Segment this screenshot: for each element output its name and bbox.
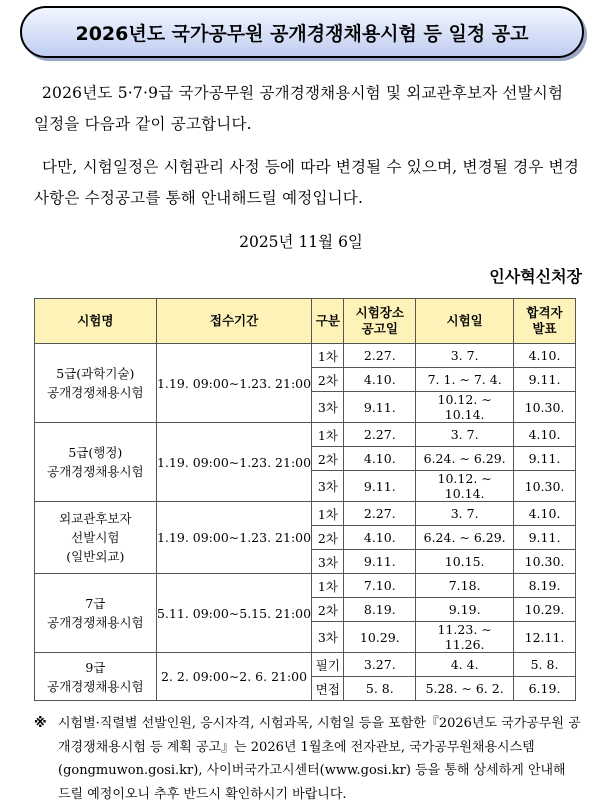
result-date-cell: 12.11. [514, 622, 576, 653]
exam-date-cell: 4. 4. [416, 653, 514, 677]
venue-date-cell: 2.27. [344, 344, 416, 368]
exam-date-cell: 10.12. ∼ 10.14. [416, 471, 514, 502]
header-venue-date: 시험장소 공고일 [344, 299, 416, 344]
footnote [34, 712, 582, 806]
result-date-cell: 4.10. [514, 502, 576, 526]
venue-date-cell: 5. 8. [344, 677, 416, 701]
result-date-cell: 10.30. [514, 471, 576, 502]
stage-cell: 면접 [312, 677, 344, 701]
table-row [35, 574, 576, 598]
exam-date-cell: 5.28. ∼ 6. 2. [416, 677, 514, 701]
application-period-cell: 1.19. 09:00∼1.23. 21:00 [156, 502, 312, 574]
header-stage: 구분 [312, 299, 344, 344]
stage-cell: 2차 [312, 447, 344, 471]
stage-cell: 3차 [312, 392, 344, 423]
header-exam-date: 시험일 [416, 299, 514, 344]
stage-cell: 3차 [312, 471, 344, 502]
stage-cell: 2차 [312, 526, 344, 550]
stage-cell: 2차 [312, 368, 344, 392]
result-date-cell: 9.11. [514, 526, 576, 550]
table-header-row [35, 299, 576, 344]
stage-cell: 1차 [312, 502, 344, 526]
result-date-cell: 9.11. [514, 447, 576, 471]
application-period-cell: 1.19. 09:00∼1.23. 21:00 [156, 344, 312, 423]
result-date-cell: 10.30. [514, 392, 576, 423]
application-period-cell: 1.19. 09:00∼1.23. 21:00 [156, 423, 312, 502]
table-row [35, 653, 576, 677]
venue-date-cell: 7.10. [344, 574, 416, 598]
result-date-cell: 4.10. [514, 344, 576, 368]
venue-date-cell: 4.10. [344, 368, 416, 392]
exam-name-cell: 9급 공개경쟁채용시험 [35, 653, 157, 701]
exam-name-cell: 외교관후보자 선발시험 (일반외교) [35, 502, 157, 574]
application-period-cell: 5.11. 09:00∼5.15. 21:00 [156, 574, 312, 653]
venue-date-cell: 10.29. [344, 622, 416, 653]
exam-date-cell: 7. 1. ∼ 7. 4. [416, 368, 514, 392]
result-date-cell: 9.11. [514, 368, 576, 392]
header-result-date: 합격자 발표 [514, 299, 576, 344]
announcement-date: 2025년 11월 6일 [239, 233, 363, 251]
exam-date-cell: 9.19. [416, 598, 514, 622]
result-date-cell: 4.10. [514, 423, 576, 447]
table-row [35, 423, 576, 447]
schedule-table [34, 298, 576, 701]
note-text: 시험별·직렬별 선발인원, 응시자격, 시험과목, 시험일 등을 포함한『2026년도 국가공무원 공개경쟁채용시험 등 계획 공고』는 2026년 1월초에 전자관보, 국가공무원채용시스템(gongmuwon.gosi.kr), 사이버국가고시센터(www.gosi.kr) 등을 통해 상세하게 안내해 드릴 예정이오니 추후 반드시 확인하시기 바랍니다. [58, 716, 581, 802]
stage-cell: 필기 [312, 653, 344, 677]
exam-date-cell: 3. 7. [416, 344, 514, 368]
stage-cell: 2차 [312, 598, 344, 622]
table-row [35, 502, 576, 526]
venue-date-cell: 9.11. [344, 392, 416, 423]
result-date-cell: 5. 8. [514, 653, 576, 677]
venue-date-cell: 9.11. [344, 550, 416, 574]
stage-cell: 3차 [312, 550, 344, 574]
stage-cell: 1차 [312, 574, 344, 598]
exam-name-cell: 5급(행정) 공개경쟁채용시험 [35, 423, 157, 502]
stage-cell: 3차 [312, 622, 344, 653]
result-date-cell: 6.19. [514, 677, 576, 701]
intro-paragraph: 2026년도 5·7·9급 국가공무원 공개경쟁채용시험 및 외교관후보자 선발시험 일정을 다음과 같이 공고합니다. [34, 84, 564, 133]
result-date-cell: 10.29. [514, 598, 576, 622]
exam-date-cell: 6.24. ∼ 6.29. [416, 526, 514, 550]
exam-date-cell: 7.18. [416, 574, 514, 598]
result-date-cell: 8.19. [514, 574, 576, 598]
exam-name-cell: 7급 공개경쟁채용시험 [35, 574, 157, 653]
table-row [35, 344, 576, 368]
venue-date-cell: 4.10. [344, 447, 416, 471]
venue-date-cell: 2.27. [344, 423, 416, 447]
note-mark: ※ [34, 716, 47, 731]
exam-date-cell: 11.23. ∼ 11.26. [416, 622, 514, 653]
page-title: 2026년도 국가공무원 공개경쟁채용시험 등 일정 공고 [75, 22, 529, 45]
schedule-body [35, 344, 576, 701]
exam-date-cell: 3. 7. [416, 502, 514, 526]
venue-date-cell: 3.27. [344, 653, 416, 677]
exam-date-cell: 10.12. ∼ 10.14. [416, 392, 514, 423]
notice-paragraph: 다만, 시험일정은 시험관리 사정 등에 따라 변경될 수 있으며, 변경될 경우 변경사항은 수정공고를 통해 안내해드릴 예정입니다. [34, 158, 580, 207]
venue-date-cell: 2.27. [344, 502, 416, 526]
exam-date-cell: 6.24. ∼ 6.29. [416, 447, 514, 471]
result-date-cell: 10.30. [514, 550, 576, 574]
exam-date-cell: 3. 7. [416, 423, 514, 447]
stage-cell: 1차 [312, 344, 344, 368]
venue-date-cell: 8.19. [344, 598, 416, 622]
header-period: 접수기간 [156, 299, 312, 344]
header-exam: 시험명 [35, 299, 157, 344]
issuing-organization: 인사혁신처장 [489, 267, 582, 286]
venue-date-cell: 9.11. [344, 471, 416, 502]
venue-date-cell: 4.10. [344, 526, 416, 550]
application-period-cell: 2. 2. 09:00∼2. 6. 21:00 [156, 653, 312, 701]
exam-date-cell: 10.15. [416, 550, 514, 574]
exam-name-cell: 5급(과학기술) 공개경쟁채용시험 [35, 344, 157, 423]
title-banner [20, 6, 584, 58]
stage-cell: 1차 [312, 423, 344, 447]
